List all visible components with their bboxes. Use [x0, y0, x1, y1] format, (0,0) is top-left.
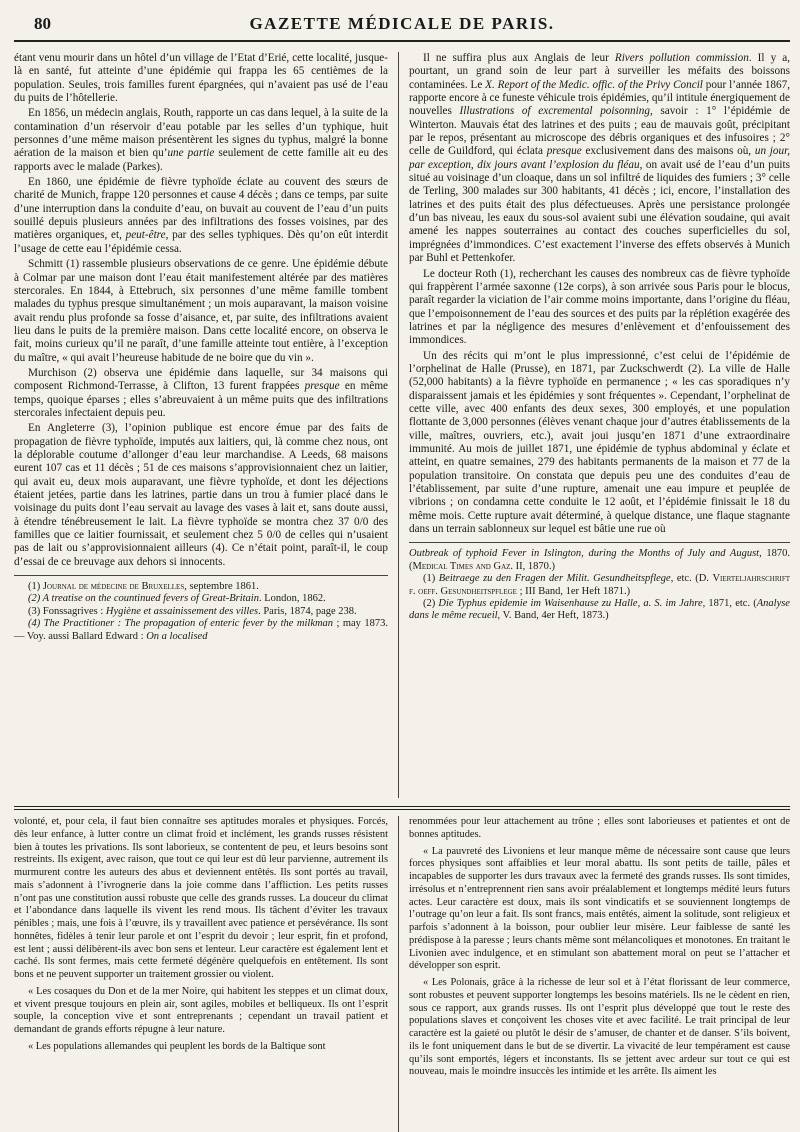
page-number: 80 [34, 14, 51, 33]
paragraph: En 1860, une épidémie de fièvre typhoïde éclate au couvent des sœurs de charité de Munich, frappe 120 personnes et cause 4 décès ; dans ce temps, par suite d’une interruption dans la conduite d’eau, on buvait au couvent de l’eau d’un puits souillé depuis plusieurs années par des infiltrations des fosses voisines, par des matières organiques, et, peut-être, par des selles typhiques. Dès qu’on eût interdit l’usage de cette eau l’épidémie cessa. [14, 176, 388, 255]
paragraph: « Les cosaques du Don et de la mer Noire, qui habitent les steppes et un climat doux, et vivent presque toujours en plein air, sont agiles, mobiles et belliqueux. Ils ont l’esprit souple, la conception vive et sont entreprenants ; cependant un travail patient et demandant de grands efforts répugne à leur nature. [14, 985, 388, 1035]
bottom-left-column [14, 816, 398, 1132]
paragraph: En Angleterre (3), l’opinion publique est encore émue par des faits de propagation de fièvre typhoïde, imputés aux laitiers, qui, là comme chez nous, ont la déplorable coutume d’allonger d’eau leur marchandise. A Leeds, 68 maisons eurent 107 cas et 11 décès ; 51 de ces maisons s’approvisionnaient chez un laitier, qui avait eu, deux mois auparavant, une fièvre typhoïde, et dont les déjections étaient jetées, partie dans les latrines, partie dans un trou à fumier placé dans le voisinage du puits dont l’eau servait au lavage des vases à lait et, sans doute aussi, à étendre ténébreusement le lait. La fièvre typhoïde se montra chez 37 0/0 des familles que ce laitier fournissait, et seulement chez 5 0/0 de celles qui n’usaient pas de lait ou s’approvisionnaient ailleurs (4). Ce n’était point, paraît-il, le coup d’essai de ce breuvage aux dehors si innocents. [14, 422, 388, 568]
footnote-divider [409, 542, 790, 543]
footnote: (1) Beitraege zu den Fragen der Milit. Gesundheitspflege, etc. (D. Vierteljahrschrift f. oeff. Gesundheitspflege ; III Band, 1er Heft 1871.) [409, 573, 790, 597]
paragraph: Le docteur Roth (1), recherchant les causes des nombreux cas de fièvre typhoïde qui frappèrent l’armée saxonne (12e corps), à son arrivée sous Paris pour le blocus, paraît regarder la viciation de l’air comme moins importante, dans l’origine du fléau, que l’empoisonnement de l’eau des sources et des puits par la réplétion exagérée des latrines et par la négligence des mesures d’enlèvement et d’enfouissement des immondices. [409, 267, 790, 347]
paragraph: « Les populations allemandes qui peuplent les bords de la Baltique sont [28, 1040, 326, 1052]
journal-title: GAZETTE MÉDICALE DE PARIS. [249, 14, 555, 33]
paragraph: Un des récits qui m’ont le plus impressionné, c’est celui de l’épidémie de l’orphelinat de Halle (Prusse), en 1871, par Zuckschwerdt (2). La ville de Halle (52,000 habitants) a la fièvre typhoïde en permanence ; « les cas sporadiques n’y disparaissent jamais et les épidémies y sont fréquentes ». Cependant, l’orphelinat de cette ville, avec 400 enfants des deux sexes, 300 employés, et une population flottante de 3,000 personnes (élèves venant chaque jour d’autres établissements de la ville, maîtres, ouvriers, etc.), avait joui jusqu’en 1871 d’une extraordinaire immunité. Au mois de juillet 1871, une épidémie de typhus abdominal y éclate et atteint, en quatre semaines, 279 des habitants permanents de la maison et 77 de la population transitoire. On constata que depuis peu une des conduites d’eau de l’établissement, par suite d’une rupture, amenait une eau impure et peuplée de vibrions ; on condamna cette conduite le 12 août, et l’épidémie finissait le 18 du même mois. Cette rupture avait déterminé, à quelque distance, une flaque stagnante dans un terrain sablonneux sur lequel est bâtie une rue où [409, 349, 790, 536]
paragraph: Murchison (2) observa une épidémie dans laquelle, sur 34 maisons qui composent Richmond-Terrasse, à Clifton, 13 furent frappées presque en même temps, quoique éparses ; elles s’abreuvaient à un même puits que des infiltrations stercorales infectaient depuis peu. [14, 366, 388, 419]
right-column [398, 52, 790, 798]
lower-section [14, 816, 790, 1132]
left-column [14, 52, 398, 798]
section-separator [14, 806, 790, 810]
bottom-right-column [398, 816, 790, 1132]
paragraph: « La pauvreté des Livoniens et leur manque même de nécessaire sont cause que leurs forces physiques sont affaiblies et leur moral abattu. Ils sont petits de taille, pâles et incapables de supporter les durs travaux avec la fermeté des grands russes. Ils sont timides, irrésolus et n’entreprennent rien sans avoir préalablement et longtemps médité leurs futurs actes. Leur caractère est doux, mais ils sont vindicatifs et se souviennent longtemps de l’outrage qu’on leur a fait. Ils sont francs, mais entêtés, aiment la solitude, sont religieux et parfois s’adonnent à la boisson, pour oublier leur misère. Leur faiblesse de santé les prédispose à la paresse ; leurs chants même sont mélancoliques et monotones. En traitant le Livonien avec indulgence, et en stimulant son abattement moral on peut se l’attacher et développer son esprit. [409, 845, 790, 972]
footnote: (2) A treatise on the countinued fevers of Great-Britain. London, 1862. [28, 593, 326, 605]
paragraph: Schmitt (1) rassemble plusieurs observations de ce genre. Une épidémie débute à Colmar par une maison dont l’eau était manifestement altérée par des matières stercorales. En 1844, à Ettebruch, six personnes d’une même famille tombent malades du typhus presque simultanément ; un mois auparavant, la maison voisine avait rendu plus profonde sa fosse d’aisance, et, par suite, des infiltrations avaient lieu dans le puits de la première maison. Dans cette localité encore, on observa le fait, moins curieux qu’il ne paraît, d’une famille atteinte tout entière, à l’exception du maître, « qui avait l’heureuse habitude de ne boire que du vin ». [14, 258, 388, 364]
paragraph: étant venu mourir dans un hôtel d’un village de l’Etat d’Erié, cette localité, jusque-là en santé, fut atteinte d’une épidémie qui frappa les 65 centièmes de la population. Seules, trois familles furent épargnées, qui n’avaient pas usé de l’eau du puits de l’hôtellerie. [14, 52, 388, 105]
paragraph: Il ne suffira plus aux Anglais de leur Rivers pollution commission. Il y a, pourtant, un grand soin de leur part à surveiller les méfaits des boissons contaminées. Le X. Report of the Medic. offic. of the Privy Concil pour l’année 1867, rapporte encore à ce funeste véhicule trois épidémies, qu’il intitule énergiquement de nouvelles Illustrations of excremental poisonning, savoir : 1° l’épidémie de Winterton. Mauvais état des latrines et des puits ; eau de mauvais goût, précipitant par le repos, présentant au microscope des débris organiques et des infusoires ; 2° celle de Guildford, qui éclata presque exclusivement dans des maisons où, un jour, par exception, dix jours avant l’explosion du fléau, on avait usé de l’eau d’un puits situé au voisinage d’un cloaque, dans un sol infiltré de liquides des fumiers ; 3° celle de Terling, 300 malades sur 300 habitants, 41 décès ; ici, encore, l’installation des latrines et des puits était des plus défectueuses. Après une persistance prolongée d’un bas niveau, les eaux du sous-sol avaient subi une élévation soudaine, qui avait amené les nappes souterraines au contact des couches superficielles du sol, imprégnées d’immondices. C’est exactement l’inverse des effets observés à Munich par Buhl et Pettenkofer. [409, 52, 790, 265]
footnote-divider [14, 575, 388, 576]
paragraph: volonté, et, pour cela, il faut bien connaître ses aptitudes morales et physiques. Forcés, dès leur enfance, à lutter contre un climat froid et inclément, les grands russes résistent bien à toutes les privations. Ils sont laborieux, se contentent de peu, et leurs besoins sont restreints. Ils exigent, avec raison, que tout ce qui leur est dû leur parvienne, autrement ils murmurent contre les auteurs des abus et deviennent entêtés. Ils sont portés au travail, mais s’adonnent à l’ivrognerie dans la joie comme dans l’affliction. Les petits russes n’ont pas une constitution aussi robuste que celle des grands russes. La douceur du climat et l’abondance dans laquelle ils vivent les rend mous. Ils tâchent d’éviter les travaux pénibles ; mais, une fois à l’œuvre, ils y travaillent avec patience et persévérance. Ils sont honnêtes, fidèles à tenir leur parole et ont l’esprit du devoir ; leur esprit, fin et profond, est lent ; aussi délibèrent-ils avec bon sens et lenteur. Leur caractère est également lent et caché. Ils sont fermes, mais cette fermeté dégénère quelquefois en entêtement. Ils sont bons et ne peuvent supporter un traitement grossier ou violent. [14, 816, 388, 980]
footnote: Outbreak of typhoid Fever in Islington, during the Months of July and August, 1870. (Medical Times and Gaz. II, 1870.) [409, 548, 790, 572]
paragraph: renommées pour leur attachement au trône ; elles sont laborieuses et patientes et ont de bonnes aptitudes. [409, 816, 790, 840]
footnote: (3) Fonssagrives : Hygiène et assainissement des villes. Paris, 1874, page 238. [28, 605, 357, 617]
paragraph: En 1856, un médecin anglais, Routh, rapporte un cas dans lequel, à la suite de la contamination d’un réservoir d’eau potable par les selles d’un typhique, huit personnes d’une même maison présentèrent les signes du typhus, malgré la bonne aération de la maison et bien qu’une partie seulement de cette famille ait eu des rapports avec le malade (Parkes). [14, 107, 388, 173]
footnote: (4) The Practitioner : The propagation of enteric fever by the milkman ; may 1873. — Voy. aussi Ballard Edward : On a localised [14, 618, 388, 642]
footnote: (1) Journal de médecine de Bruxelles, septembre 1861. [28, 581, 259, 593]
upper-section [14, 52, 790, 798]
footnote: (2) Die Typhus epidemie im Waisenhause zu Halle, a. S. im Jahre, 1871, etc. (Analyse dans le même recueil, V. Band, 4er Heft, 1873.) [409, 598, 790, 622]
paragraph: « Les Polonais, grâce à la richesse de leur sol et à l’état florissant de leur commerce, sont robustes et peuvent supporter longtemps les besoins matériels. Ils ne le cèdent en rien, sous ce rapport, aux grands russes. Ils ont l’esprit plus développé que tout le reste des populations slaves et conçoivent les choses vite et avec facilité. Le trait principal de leur caractère est la gaieté ou plutôt le désir de s’amuser, de chanter et de danser. S’ils boivent, ils le font uniquement dans le but de se divertir. La vivacité de leur tempérament est cause qu’ils sont emportés, légers et inconstants. Ils se jettent avec ardeur sur tout ce qui est nouveau, mais le moindre insuccès les intimide et les arrête. Ils aiment les [409, 977, 790, 1078]
page-header [14, 6, 790, 42]
